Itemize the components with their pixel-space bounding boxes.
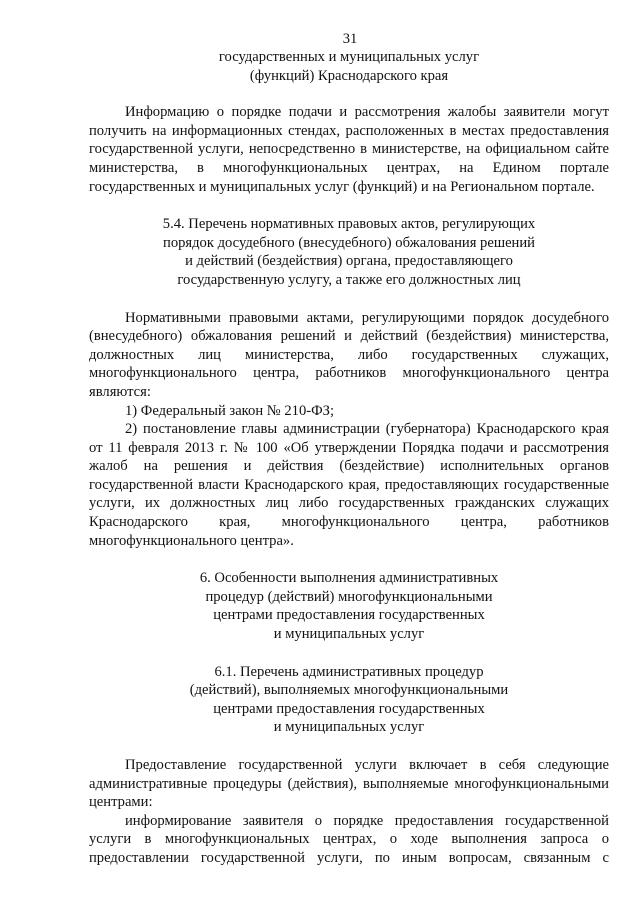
heading-line: 6. Особенности выполнения административных <box>199 570 499 587</box>
heading-line: центрами предоставления государственных <box>213 607 485 624</box>
heading-line: процедур (действий) многофункциональными <box>205 588 493 605</box>
heading-line: (действий), выполняемых многофункциональными <box>189 682 509 699</box>
paragraph-complaint-info: Информацию о порядке подачи и рассмотрения жалобы заявители могут получить на информационных стендах, расположенных в местах предоставления государственной услуги, непосредственно в министерстве, на официальном сайте министерства, в многофункциональных центрах, на Едином портале государственных и муниципальных услуг (функций) и на Региональном портале. <box>89 104 609 195</box>
heading-line: центрами предоставления государственных <box>213 700 485 717</box>
heading-line: государственную услугу, а также его должностных лиц <box>177 271 521 288</box>
page-number: 31 <box>342 31 358 47</box>
section-heading-6 <box>89 569 609 643</box>
section-heading-5-4 <box>89 215 609 289</box>
list-item-1: 1) Федеральный закон № 210-ФЗ; <box>125 402 335 419</box>
heading-line: и действий (бездействия) органа, предоставляющего <box>185 253 513 270</box>
paragraph-informing: информирование заявителя о порядке предоставления государственной услуги в многофункциональных центрах, о ходе выполнения запроса о предоставлении государственной услуги, по иным вопросам, связанным с <box>89 812 609 866</box>
heading-line: 6.1. Перечень административных процедур <box>214 663 484 680</box>
heading-line: и муниципальных услуг <box>273 626 425 643</box>
paragraph-normative-acts: Нормативными правовыми актами, регулирующими порядок досудебного (внесудебного) обжалования решений и действий (бездействия) министерства, должностных лиц министерства, либо государственных служащих, многофункционального центра, работников многофункционального центра являются: <box>89 309 609 400</box>
heading-line: 5.4. Перечень нормативных правовых актов, регулирующих <box>162 216 536 233</box>
document-page <box>89 30 609 868</box>
intro-heading-line: государственных и муниципальных услуг <box>218 49 480 65</box>
intro-heading-line: (функций) Краснодарского края <box>249 67 449 84</box>
paragraph-provision: Предоставление государственной услуги включает в себя следующие административные процедуры (действия), выполняемые многофункциональными центрами: <box>89 757 609 811</box>
list-item-2: 2) постановление главы администрации (губернатора) Краснодарского края от 11 февраля 2013 г. № 100 «Об утверждении Порядка подачи и рассмотрения жалоб на решения и действия (бездействие) исполнительных органов государственной власти Краснодарского края, предоставляющих государственные услуги, их должностных лиц либо государственных гражданских служащих Краснодарского края, многофункционального центра, работников многофункционального центра». <box>89 421 609 549</box>
section-heading-6-1 <box>89 663 609 737</box>
intro-heading <box>89 48 609 85</box>
heading-line: и муниципальных услуг <box>273 719 425 736</box>
heading-line: порядок досудебного (внесудебного) обжалования решений <box>163 234 535 251</box>
